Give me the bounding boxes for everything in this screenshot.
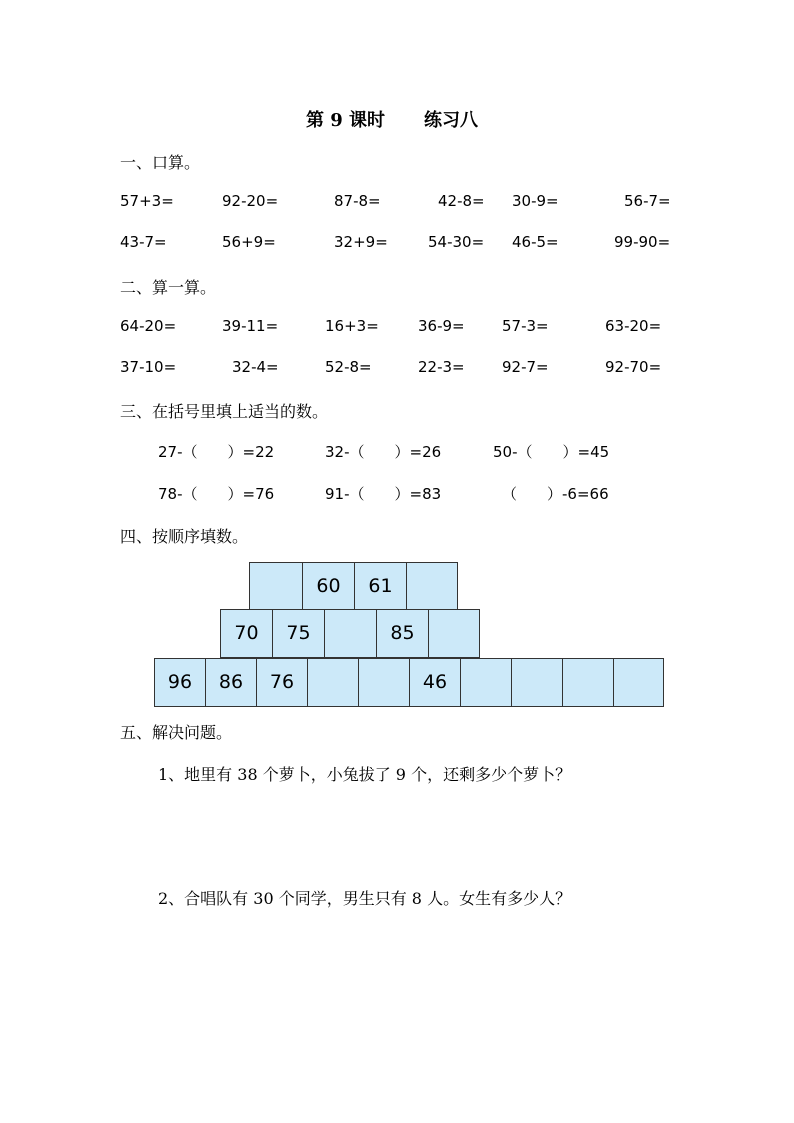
fill-blank-item[interactable]: 27-（ ）=22 [158, 443, 275, 461]
exercise-item: 57-3= [502, 317, 549, 335]
exercise-item: 16+3= [325, 317, 379, 335]
word-problem: 1、地里有 38 个萝卜，小兔拔了 9 个，还剩多少个萝卜？ [158, 765, 572, 784]
exercise-item: 22-3= [418, 358, 465, 376]
sequence-cell[interactable] [428, 609, 480, 658]
sequence-cell[interactable] [460, 658, 512, 707]
sequence-cell[interactable]: 60 [302, 562, 355, 610]
lesson-number: 第 9 课时 [306, 110, 386, 131]
exercise-item: 87-8= [334, 192, 381, 210]
section-heading-fill: 三、在括号里填上适当的数。 [120, 402, 329, 421]
sequence-cell[interactable]: 96 [154, 658, 206, 707]
section-heading-oral: 一、口算。 [120, 153, 201, 172]
exercise-item: 37-10= [120, 358, 177, 376]
fill-blank-item[interactable]: 78-（ ）=76 [158, 485, 275, 503]
sequence-cell[interactable]: 86 [205, 658, 257, 707]
exercise-item: 32-4= [232, 358, 279, 376]
exercise-item: 92-20= [222, 192, 279, 210]
fill-blank-item[interactable]: （ ）-6=66 [502, 485, 609, 503]
exercise-item: 92-70= [605, 358, 662, 376]
sequence-cell[interactable] [324, 609, 377, 658]
fill-blank-item[interactable]: 50-（ ）=45 [493, 443, 610, 461]
exercise-item: 43-7= [120, 233, 167, 251]
sequence-cell[interactable] [406, 562, 458, 610]
sequence-cell[interactable]: 85 [376, 609, 429, 658]
section-heading-sequence: 四、按顺序填数。 [120, 527, 249, 546]
sequence-cell[interactable] [613, 658, 664, 707]
sequence-cell[interactable] [358, 658, 410, 707]
sequence-cell[interactable]: 61 [354, 562, 407, 610]
exercise-item: 92-7= [502, 358, 549, 376]
exercise-item: 63-20= [605, 317, 662, 335]
sequence-cell[interactable] [511, 658, 563, 707]
exercise-item: 46-5= [512, 233, 559, 251]
sequence-cell[interactable]: 76 [256, 658, 308, 707]
exercise-item: 52-8= [325, 358, 372, 376]
sequence-cell[interactable] [562, 658, 614, 707]
word-problem: 2、合唱队有 30 个同学，男生只有 8 人。女生有多少人？ [158, 889, 572, 908]
exercise-item: 64-20= [120, 317, 177, 335]
exercise-item: 30-9= [512, 192, 559, 210]
exercise-item: 57+3= [120, 192, 174, 210]
section-heading-problems: 五、解决问题。 [120, 723, 233, 742]
sequence-cell[interactable] [307, 658, 359, 707]
exercise-item: 42-8= [438, 192, 485, 210]
sequence-cell[interactable]: 75 [272, 609, 325, 658]
exercise-item: 99-90= [614, 233, 671, 251]
fill-blank-item[interactable]: 91-（ ）=83 [325, 485, 442, 503]
exercise-item: 36-9= [418, 317, 465, 335]
sequence-cell[interactable]: 46 [409, 658, 461, 707]
sequence-cell[interactable] [249, 562, 303, 610]
sequence-cell[interactable]: 70 [220, 609, 273, 658]
exercise-item: 39-11= [222, 317, 279, 335]
section-heading-calc: 二、算一算。 [120, 278, 217, 297]
fill-blank-item[interactable]: 32-（ ）=26 [325, 443, 442, 461]
exercise-item: 32+9= [334, 233, 388, 251]
exercise-item: 54-30= [428, 233, 485, 251]
exercise-item: 56+9= [222, 233, 276, 251]
exercise-item: 56-7= [624, 192, 671, 210]
page-title: 练习八 [424, 110, 478, 131]
